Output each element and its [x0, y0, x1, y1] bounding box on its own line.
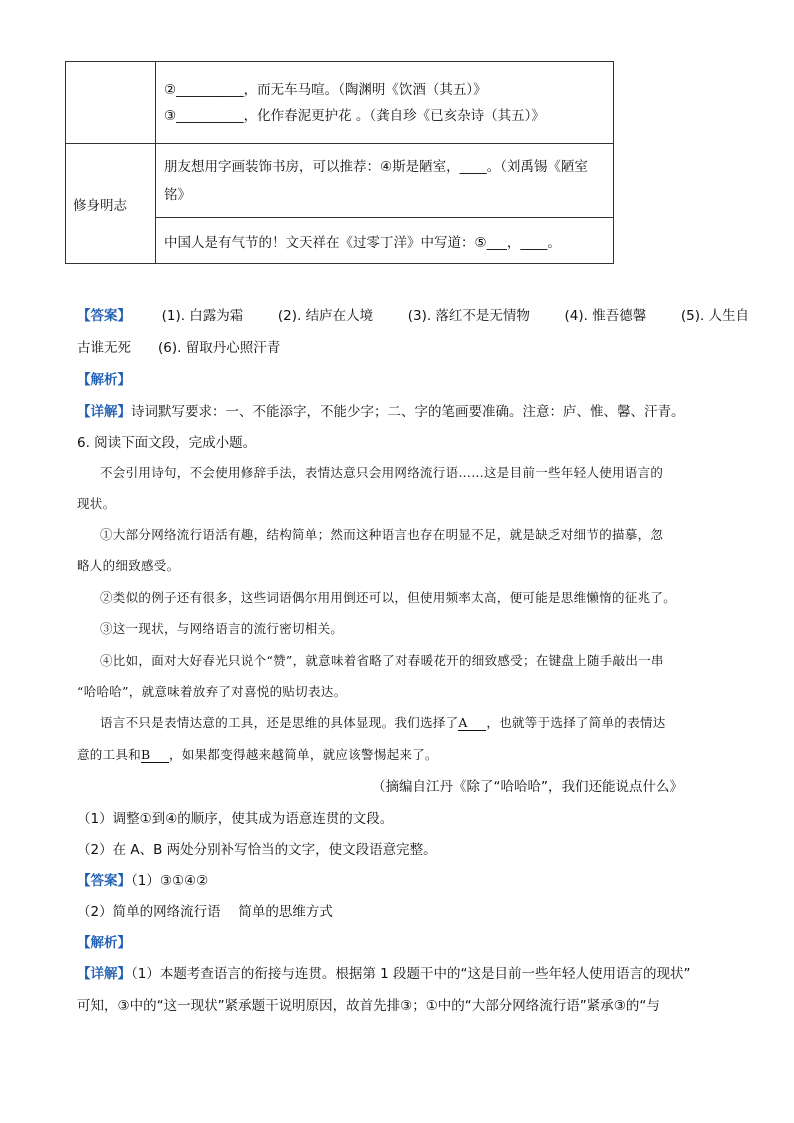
detail-tag: 【详解】	[77, 404, 131, 420]
passage-p2b: 略人的细致感受。	[77, 558, 180, 573]
passage-p6a	[100, 713, 750, 731]
passage-source: （摘编自江丹《除了“哈哈哈”，我们还能说点什么》	[372, 779, 683, 795]
analysis-tag: 【解析】	[77, 372, 131, 388]
poem-line-3: ③__________，化作春泥更护花 。（龚自珍《已亥杂诗（其五）》	[164, 107, 545, 124]
passage-p6b	[77, 745, 727, 763]
passage-text: ，也就等于选择了简单的表情达	[486, 715, 666, 730]
category-cell-empty	[66, 62, 156, 144]
answer-line-1	[77, 304, 750, 324]
passage-p2a: ①大部分网络流行语活有趣，结构简单；然而这种语言也存在明显不足，就是缺乏对细节的描摹，忽	[100, 527, 664, 542]
passage-p4: ③这一现状，与网络语言的流行密切相关。	[100, 621, 344, 636]
poem-cell	[156, 144, 614, 218]
passage-p5a: ④比如，面对大好春光只说个“赞”，就意味着省略了对春暖花开的细致感受；在键盘上随手敲出一串	[100, 653, 664, 668]
analysis-tag: 【解析】	[77, 935, 131, 951]
table-row	[66, 144, 614, 218]
passage-p5b: “哈哈哈”，就意味着放弃了对喜悦的贴切表达。	[77, 684, 347, 699]
answer-6-line-2: （2）简单的网络流行语 简单的思维方式	[77, 904, 333, 920]
detail-line	[77, 400, 727, 420]
answer-line-2: 古谁无死 (6). 留取丹心照汗青	[77, 340, 281, 356]
passage-p1a: 不会引用诗句，不会使用修辞手法，表情达意只会用网络流行语……这是目前一些年轻人使用语言的	[100, 465, 664, 480]
answer-item: (2). 结庐在人境	[277, 308, 374, 324]
detail-6-line-1	[77, 962, 727, 982]
detail-tag: 【详解】	[77, 966, 131, 982]
passage-text: 语言不只是表情达意的工具，还是思维的具体显现。我们选择了	[100, 715, 459, 730]
table-row	[66, 62, 614, 144]
poem-line-2: ②__________，而无车马喧。（陶渊明《饮酒（其五）》	[164, 81, 487, 98]
answer-tag: 【答案】	[77, 308, 131, 324]
answer-item: (4). 惟吾德馨	[564, 308, 647, 324]
answer-tag: 【答案】	[77, 873, 131, 889]
sub-question-2: （2）在 A、B 两处分别补写恰当的文字，使文段语意完整。	[77, 842, 437, 858]
poem-line-4a: 朋友想用字画装饰书房，可以推荐：④斯是陋室，____。（刘禹锡《陋室	[164, 158, 588, 175]
sub-question-1: （1）调整①到④的顺序，使其成为语意连贯的文段。	[77, 811, 394, 827]
answer-item: (1). 白露为霜	[161, 308, 244, 324]
question-title: 6. 阅读下面文段，完成小题。	[77, 435, 257, 451]
poem-cell	[156, 62, 614, 144]
poem-cell: 中国人是有气节的！文天祥在《过零丁洋》中写道：⑤___，____。	[156, 218, 614, 264]
blank-b: B	[141, 747, 169, 763]
poem-line-4b: 铭》	[164, 186, 191, 203]
blank-a: A	[458, 715, 486, 731]
category-cell: 修身明志	[66, 144, 156, 264]
passage-p3: ②类似的例子还有很多，这些词语偶尔用用倒还可以，但使用频率太高，便可能是思维懒惰的征兆了。	[100, 590, 677, 605]
detail-text: 诗词默写要求：一、不能添字，不能少字；二、字的笔画要准确。注意：庐、惟、馨、汗青。	[131, 404, 685, 420]
detail-text: （1）本题考查语言的衔接与连贯。根据第 1 段题干中的“这是目前一些年轻人使用语言的现状”	[131, 966, 691, 982]
detail-6-line-2: 可知，③中的“这一现状”紧承题干说明原因，故首先排③；①中的“大部分网络流行语”紧承③的“与	[77, 998, 660, 1014]
passage-text: 意的工具和	[77, 747, 142, 762]
passage-p1b: 现状。	[77, 496, 116, 511]
answer-item: (3). 落红不是无情物	[407, 308, 530, 324]
answer-6-line-1	[77, 869, 727, 889]
answer-text: （1）③①④②	[131, 873, 209, 889]
poem-table	[65, 61, 614, 264]
answer-item: (5). 人生自	[680, 308, 750, 324]
passage-text: ，如果都变得越来越简单，就应该警惕起来了。	[169, 747, 438, 762]
